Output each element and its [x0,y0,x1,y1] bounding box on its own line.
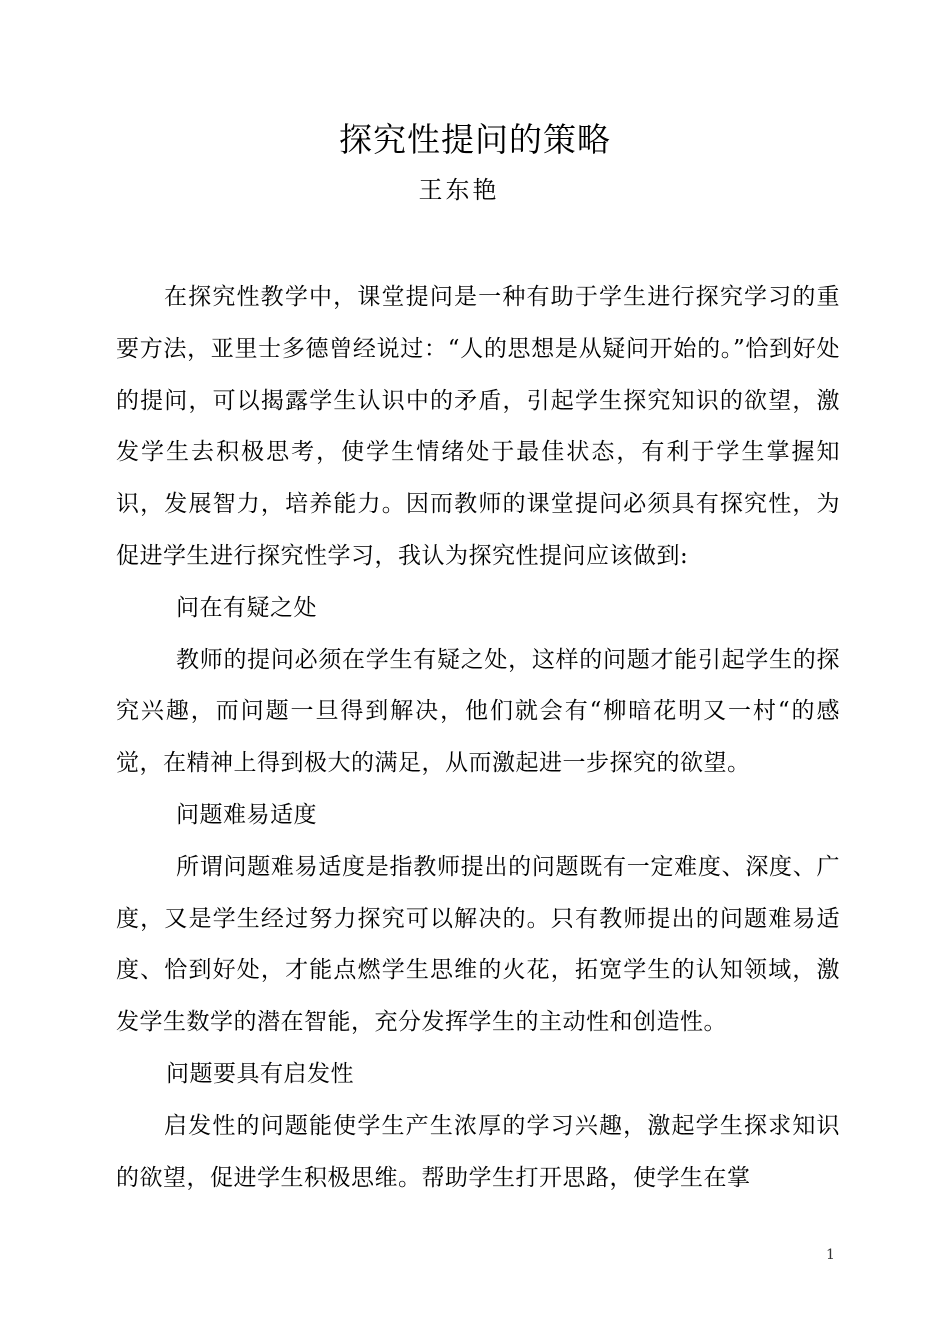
page-number: 1 [826,1247,835,1263]
document-title: 探究性提问的策略 [339,120,611,159]
document-body [116,272,840,1204]
section-heading-1: 问在有疑之处 [176,594,317,621]
paragraph-intro: 在探究性教学中，课堂提问是一种有助于学生进行探究学习的重要方法，亚里士多德曾经说过：“人的思想是从疑问开始的。”恰到好处的提问，可以揭露学生认识中的矛盾，引起学生探究知识的欲望，激发学生去积极思考，使学生情绪处于最佳状态，有利于学生掌握知识，发展智力，培养能力。因而教师的课堂提问必须具有探究性，为促进学生进行探究性学习，我认为探究性提问应该做到: [116,284,840,569]
section-heading-2: 问题难易适度 [176,801,317,828]
section-heading-3: 问题要具有启发性 [166,1060,354,1087]
document-author: 王东艳 [418,176,500,204]
paragraph-section-3: 启发性的问题能使学生产生浓厚的学习兴趣，激起学生探求知识的欲望，促进学生积极思维。帮助学生打开思路，使学生在掌 [116,1112,840,1191]
paragraph-section-1: 教师的提问必须在学生有疑之处，这样的问题才能引起学生的探究兴趣，而问题一旦得到解决，他们就会有“柳暗花明又一村“的感觉，在精神上得到极大的满足，从而激起进一步探究的欲望。 [116,646,840,777]
paragraph-section-2: 所谓问题难易适度是指教师提出的问题既有一定难度、深度、广度，又是学生经过努力探究可以解决的。只有教师提出的问题难易适度、恰到好处，才能点燃学生思维的火花，拓宽学生的认知领域，激发学生数学的潜在智能，充分发挥学生的主动性和创造性。 [116,853,840,1036]
